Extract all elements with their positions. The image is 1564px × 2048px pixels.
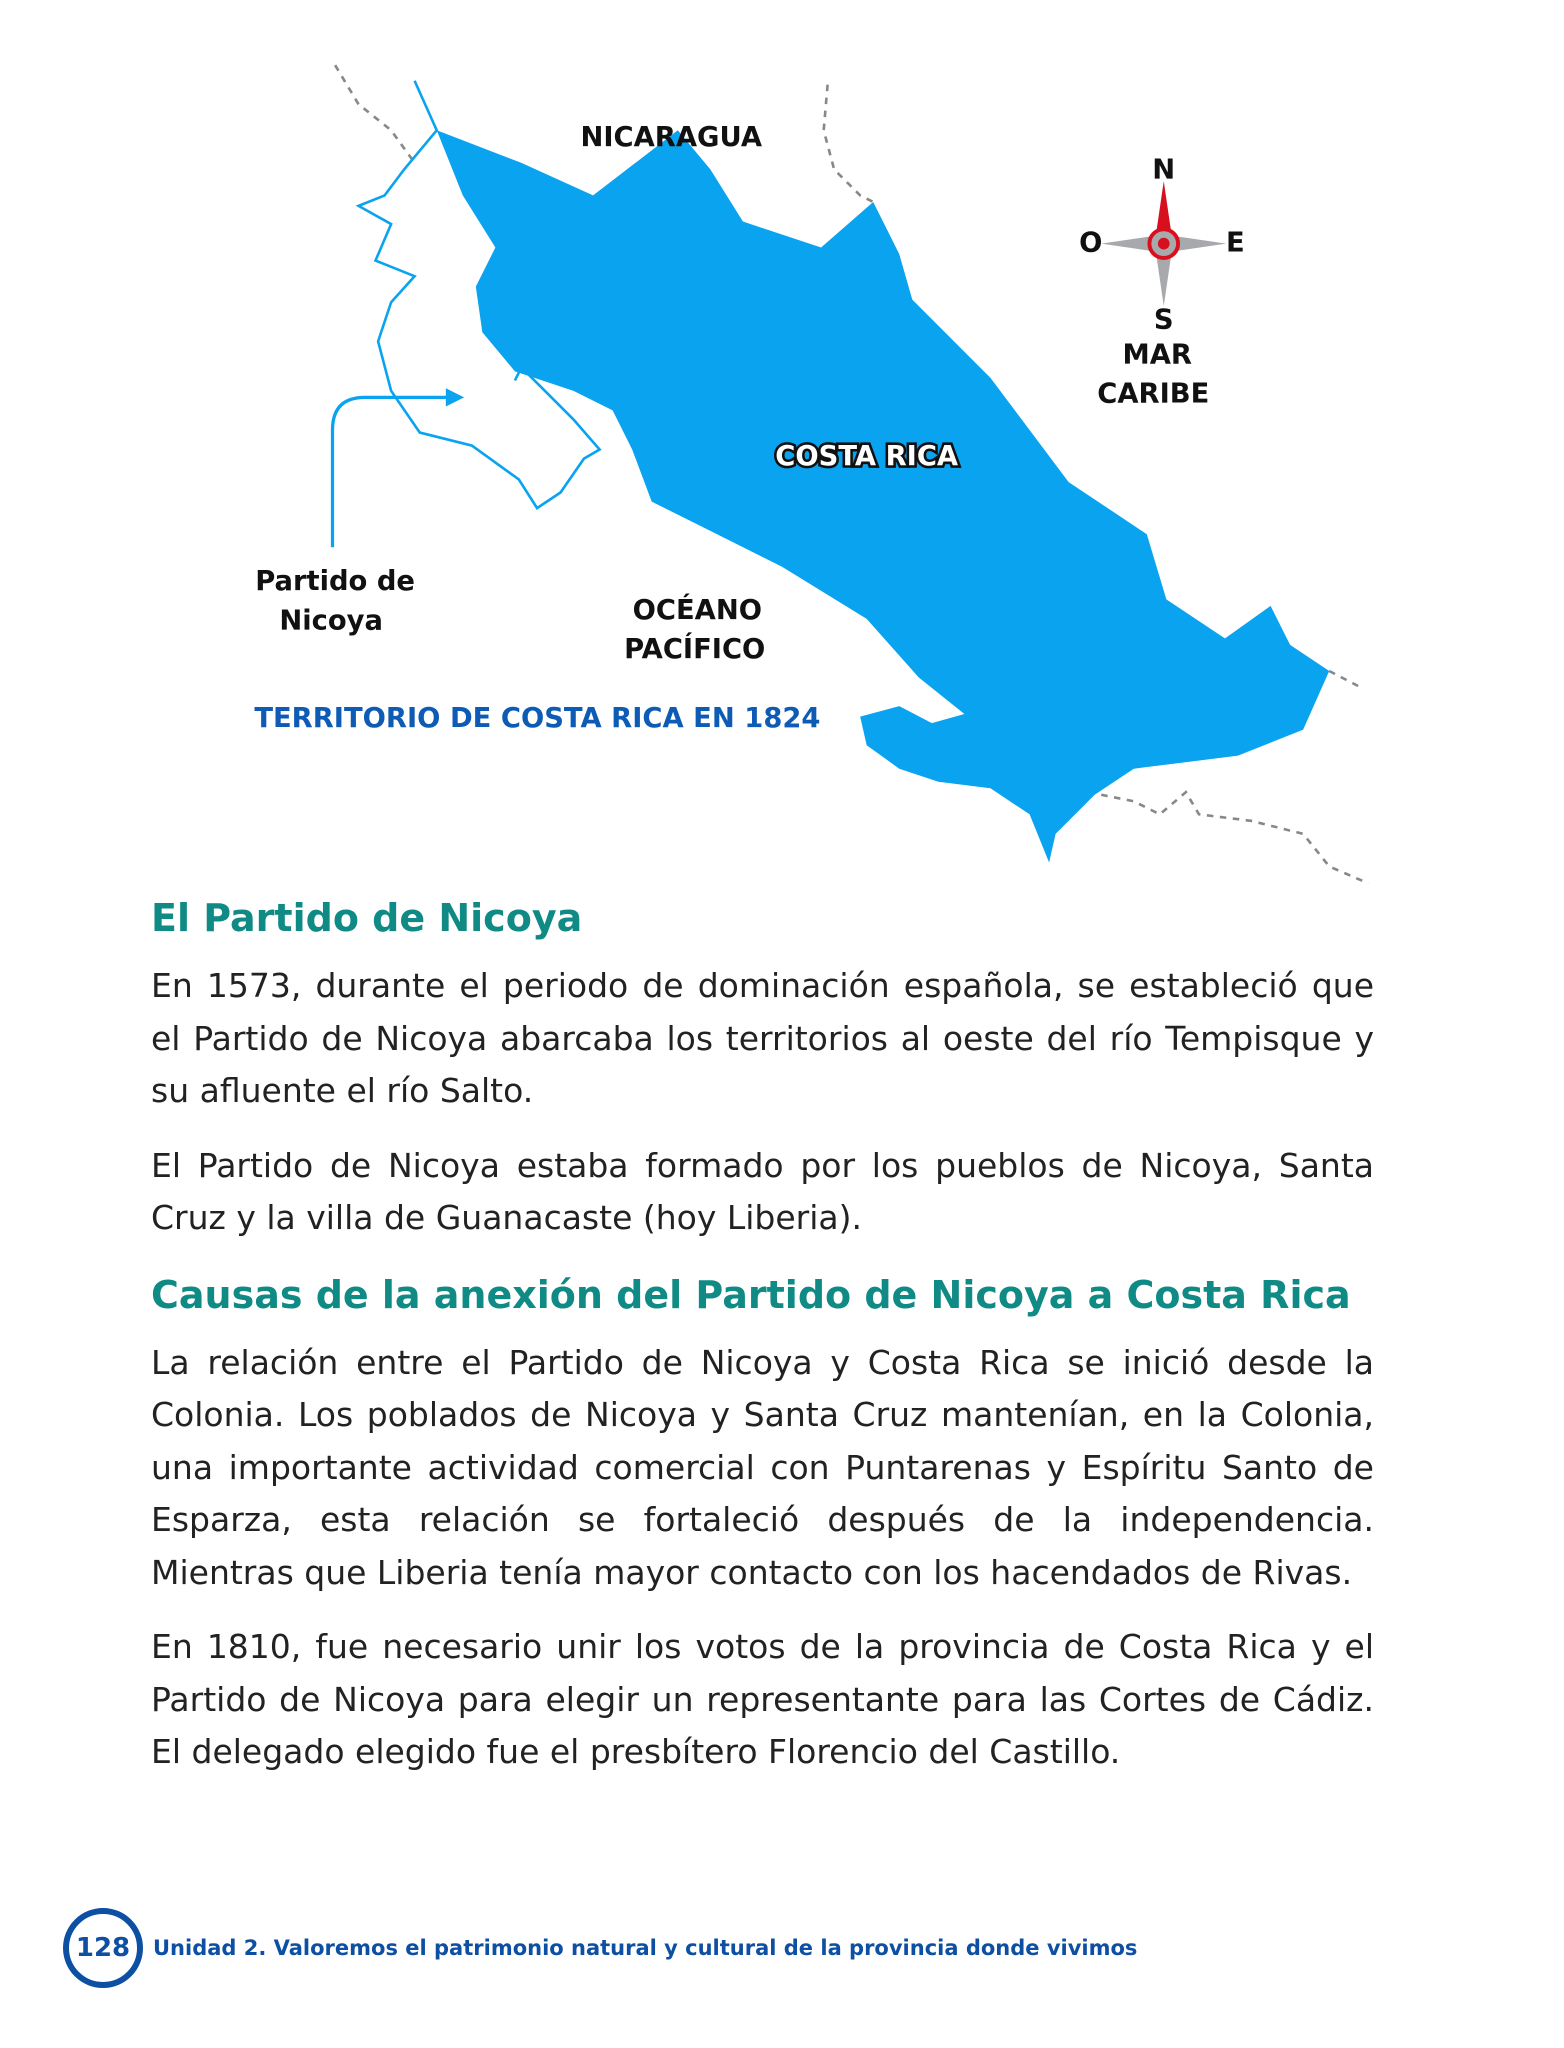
paragraph: La relación entre el Partido de Nicoya y Costa Rica se inició desde la Colonia. Los poblados de Nicoya y Santa Cruz mantenían, en la Colonia, una importante actividad comercial con Puntarenas y Espíritu Santo de Esparza, esta relación se fortaleció después de la independencia. Mientras que Liberia tenía mayor contacto con los hacendados de Rivas. <box>151 1342 1374 1592</box>
paragraph: En 1573, durante el periodo de dominación española, se estableció que el Partido de Nicoya abarcaba los territorios al oeste del río Tempisque y su afluente el río Salto. <box>151 966 1374 1110</box>
label-caribe: CARIBE <box>1097 378 1210 410</box>
label-mar: MAR <box>1122 339 1192 371</box>
compass-rose <box>1079 154 1245 335</box>
main-content <box>151 890 1374 1801</box>
paragraph: El Partido de Nicoya estaba formado por los pueblos de Nicoya, Santa Cruz y la villa de Guanacaste (hoy Liberia). <box>151 1145 1374 1237</box>
label-nicaragua: NICARAGUA <box>580 121 763 153</box>
heading-causas-anexion: Causas de la anexión del Partido de Nicoya a Costa Rica <box>151 1272 1351 1317</box>
map-costa-rica-1824 <box>0 0 1564 899</box>
compass-s: S <box>1153 304 1174 336</box>
compass-o: O <box>1079 227 1103 259</box>
label-oceano: OCÉANO <box>632 594 762 626</box>
heading-partido-nicoya: El Partido de Nicoya <box>151 896 583 940</box>
paragraph: En 1810, fue necesario unir los votos de la provincia de Costa Rica y el Partido de Nicoya para elegir un representante para las Cortes de Cádiz. El delegado elegido fue el presbítero Florencio del Castillo. <box>151 1627 1374 1771</box>
unit-title: Unidad 2. Valoremos el patrimonio natural y cultural de la provincia donde vivimos <box>153 1936 1138 1960</box>
label-costa-rica: COSTA RICA <box>775 441 959 473</box>
label-partido: Partido de <box>255 566 415 598</box>
compass-n: N <box>1152 154 1176 186</box>
arrowhead-icon <box>446 388 464 406</box>
page-number: 128 <box>63 1908 143 1988</box>
map-caption: TERRITORIO DE COSTA RICA EN 1824 <box>254 703 821 735</box>
compass-e: E <box>1226 227 1245 259</box>
pointer-arrow <box>333 397 450 547</box>
label-nicoya: Nicoya <box>279 605 383 637</box>
page-footer <box>63 1908 1137 1988</box>
label-pacifico: PACÍFICO <box>624 633 766 665</box>
